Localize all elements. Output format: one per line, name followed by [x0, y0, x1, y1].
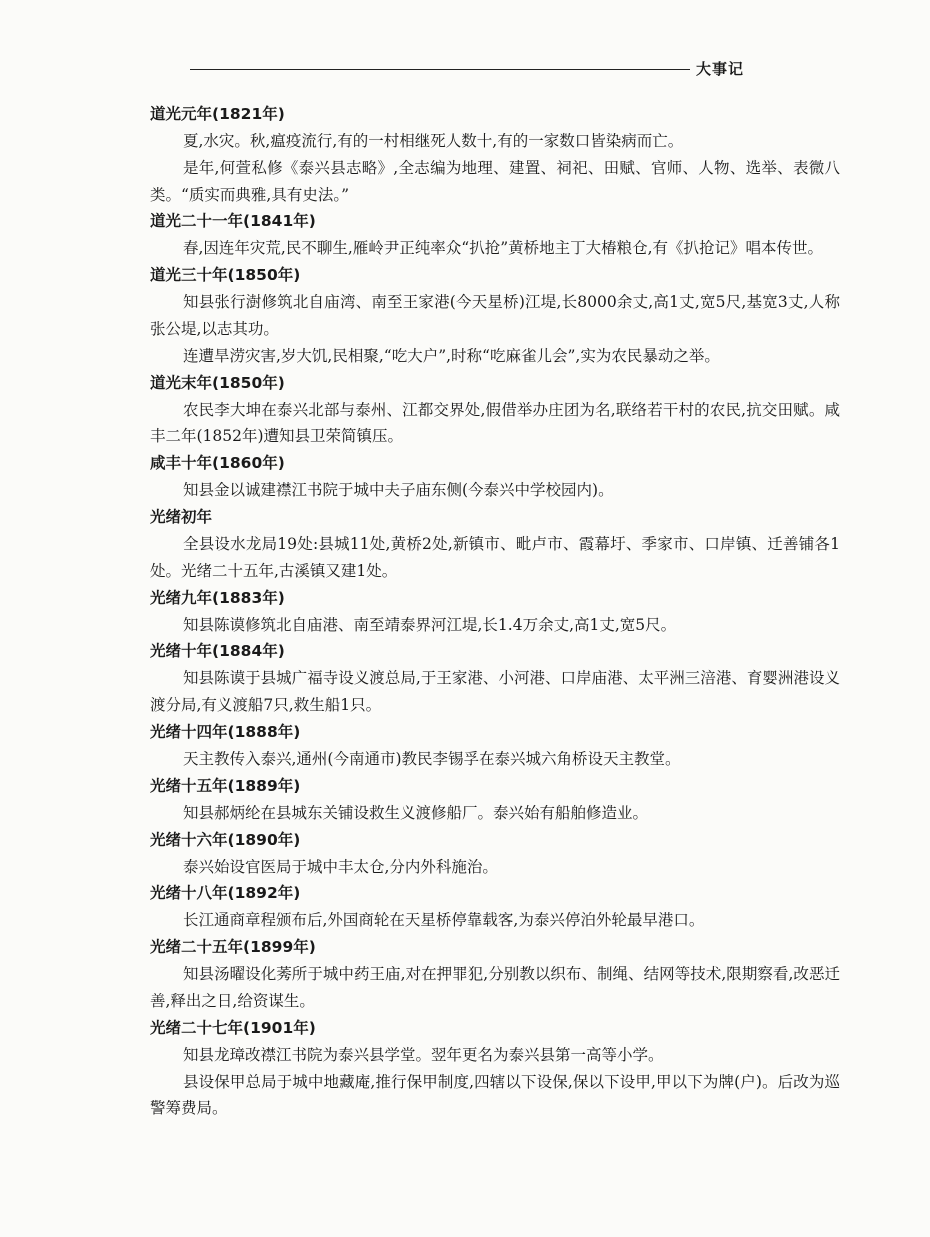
entry-paragraph: 连遭旱涝灾害,岁大饥,民相聚,“吃大户”,时称“吃麻雀儿会”,实为农民暴动之举。 [183, 346, 720, 365]
chronicle-body [150, 101, 840, 1122]
entry-paragraph: 全县设水龙局19处:县城11处,黄桥2处,新镇市、毗卢市、霞幕圩、季家市、口岸镇、迁善铺各1处。光绪二十五年,古溪镇又建1处。 [150, 534, 840, 580]
entry-year-heading: 光绪十年(1884年) [150, 642, 285, 661]
entry-year-heading: 光绪十四年(1888年) [150, 722, 301, 741]
chronicle-entry [150, 208, 840, 262]
entry-paragraph: 知县金以诚建襟江书院于城中夫子庙东侧(今泰兴中学校园内)。 [183, 481, 614, 500]
entry-year-heading: 光绪十六年(1890年) [150, 830, 301, 849]
entry-paragraph: 农民李大坤在泰兴北部与泰州、江都交界处,假借举办庄团为名,联络若干村的农民,抗交田赋。咸丰二年(1852年)遭知县卫荣简镇压。 [150, 400, 840, 446]
running-header-title: 大事记 [696, 60, 745, 78]
entry-year-heading: 光绪九年(1883年) [150, 588, 285, 607]
chronicle-entry [150, 719, 840, 773]
chronicle-entry [150, 827, 840, 881]
entry-paragraph: 长江通商章程颁布后,外国商轮在天星桥停靠载客,为泰兴停泊外轮最早港口。 [183, 911, 705, 930]
entry-year-heading: 光绪二十七年(1901年) [150, 1018, 316, 1037]
entry-year-heading: 光绪二十五年(1899年) [150, 938, 316, 957]
chronicle-entry [150, 101, 840, 208]
entry-year-heading: 道光末年(1850年) [150, 373, 285, 392]
chronicle-entry [150, 262, 840, 369]
chronicle-entry [150, 1015, 840, 1122]
chronicle-entry [150, 773, 840, 827]
entry-paragraph: 知县龙璋改襟江书院为泰兴县学堂。翌年更名为泰兴县第一高等小学。 [183, 1045, 664, 1064]
entry-paragraph: 是年,何萱私修《泰兴县志略》,全志编为地理、建置、祠祀、田赋、官师、人物、选举、表微八类。“质实而典雅,具有史法。” [150, 158, 840, 204]
chronicle-entry [150, 638, 840, 719]
chronicle-entry [150, 880, 840, 934]
entry-year-heading: 道光三十年(1850年) [150, 266, 301, 285]
entry-year-heading: 光绪初年 [150, 507, 213, 526]
entry-year-heading: 光绪十八年(1892年) [150, 884, 301, 903]
header-rule [190, 69, 690, 70]
entry-paragraph: 春,因连年灾荒,民不聊生,雁岭尹正纯率众“扒抢”黄桥地主丁大椿粮仓,有《扒抢记》唱本传世。 [183, 239, 824, 258]
entry-year-heading: 光绪十五年(1889年) [150, 776, 301, 795]
entry-paragraph: 县设保甲总局于城中地藏庵,推行保甲制度,四辖以下设保,保以下设甲,甲以下为牌(户)。后改为巡警筹费局。 [150, 1072, 840, 1118]
entry-paragraph: 夏,水灾。秋,瘟疫流行,有的一村相继死人数十,有的一家数口皆染病而亡。 [183, 132, 684, 150]
entry-paragraph: 知县汤曜设化莠所于城中药王庙,对在押罪犯,分别教以织布、制绳、结网等技术,限期察看,改恶迁善,释出之日,给资谋生。 [150, 965, 840, 1010]
entry-year-heading: 道光二十一年(1841年) [150, 212, 316, 231]
entry-year-heading: 道光元年(1821年) [150, 105, 285, 123]
chronicle-entry [150, 504, 840, 585]
chronicle-entry [150, 934, 840, 1015]
chronicle-entry [150, 450, 840, 504]
entry-year-heading: 咸丰十年(1860年) [150, 454, 285, 473]
entry-paragraph: 知县张行澍修筑北自庙湾、南至王家港(今天星桥)江堤,长8000余丈,高1丈,宽5尺,基宽3丈,人称张公堤,以志其功。 [150, 293, 840, 338]
entry-paragraph: 知县陈谟修筑北自庙港、南至靖泰界河江堤,长1.4万余丈,高1丈,宽5尺。 [183, 615, 677, 634]
entry-paragraph: 知县郝炳纶在县城东关铺设救生义渡修船厂。泰兴始有船舶修造业。 [183, 803, 649, 822]
chronicle-entry [150, 370, 840, 451]
entry-paragraph: 泰兴始设官医局于城中丰太仓,分内外科施治。 [183, 857, 498, 876]
entry-paragraph: 知县陈谟于县城广福寺设义渡总局,于王家港、小河港、口岸庙港、太平洲三涪港、育婴洲港设义渡分局,有义渡船7只,救生船1只。 [150, 669, 840, 715]
entry-paragraph: 天主教传入泰兴,通州(今南通市)教民李锡孚在泰兴城六角桥设天主教堂。 [183, 749, 681, 768]
chronicle-entry [150, 585, 840, 639]
